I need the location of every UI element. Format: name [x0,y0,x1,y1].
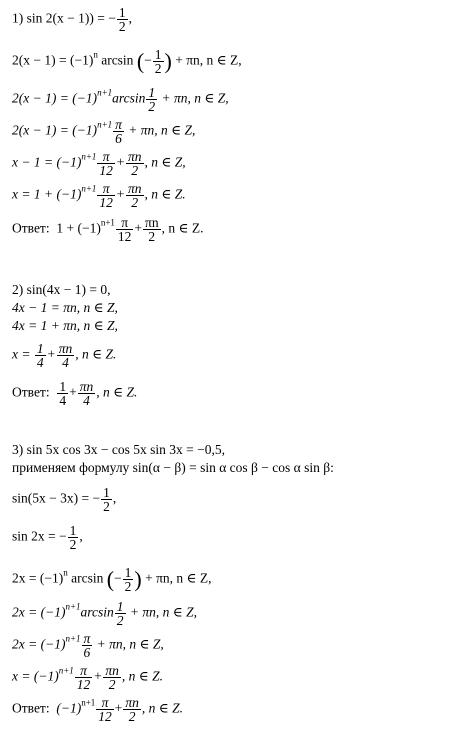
fraction: $\frac{1}{2}$ [103,485,110,514]
fraction: $\frac{\pi n}{4}$ [79,379,94,408]
fraction: $\frac{\pi}{12}$ [99,149,113,178]
fraction: $\frac{1}{2}$ [118,5,126,34]
fraction: $\frac{\pi n}{4}$ [58,341,73,370]
fraction: $\frac{1}{4}$ [36,341,44,370]
s3-line1: 3) sin 5x cos 3x − cos 5x sin 3x = −0,5, [12,442,225,457]
fraction: $\frac{1}{2}$ [124,565,132,594]
s3-line4: sin 2x = − $\frac{1}{2}$ , [12,523,83,552]
fraction: $\frac{1}{2}$ [148,85,156,114]
s2-line1: 2) sin(4x − 1) = 0, [12,282,111,297]
s1-line4: $2(x - 1) = (-1)^{n+1}$ $\frac{\pi}{6}$ + πn, n ∈ Z, [12,117,196,146]
s3-line8: $x = (-1)^{n+1}$ $\frac{\pi}{12}$ + $\frac{\pi n}{2}$ , n ∈ Z. [12,663,164,692]
s3-line5: $2x = (-1)^n$ arcsin (− $\frac{1}{2}$ ) + πn, n ∈ Z, [12,565,212,594]
fraction: $\frac{\pi n}{2}$ [125,695,139,724]
fraction: $\frac{1}{2}$ [154,47,162,76]
s1-line2: $2(x - 1) = (-1)^n$ arcsin (− $\frac{1}{2}$ ) + πn, n ∈ Z, [12,47,242,76]
s3-line6: $2x = (-1)^{n+1}\arcsin$ $\frac{1}{2}$ + πn, n ∈ Z, [12,599,198,628]
fraction: $\frac{\pi n}{2}$ [145,215,159,244]
fraction: $\frac{1}{2}$ [116,599,124,628]
fraction: $\frac{\pi n}{2}$ [128,149,142,178]
s1-line1: 1) sin 2(x − 1)) = − $\frac{1}{2}$ , [12,5,132,34]
s3-line7: $2x = (-1)^{n+1}$ $\frac{\pi}{6}$ + πn, n ∈ Z, [12,631,164,660]
s2-line2: 4x − 1 = πn, n ∈ Z, [12,300,118,315]
fraction: $\frac{\pi}{6}$ [115,117,122,146]
s2-answer: Ответ: $\frac{1}{4}$ + $\frac{\pi n}{4}$ , n ∈ Z. [12,379,138,408]
s1-line5: $x - 1 = (-1)^{n+1}$ $\frac{\pi}{12}$ + $\frac{\pi n}{2}$ , n ∈ Z, [12,149,186,178]
s1-line3: $2(x - 1) = (-1)^{n+1}\arcsin$ $\frac{1}{2}$ + πn, n ∈ Z, [12,85,229,114]
s1-line6: $x = 1 + (-1)^{n+1}$ $\frac{\pi}{12}$ + $\frac{\pi n}{2}$ , n ∈ Z. [12,181,186,210]
s2-line3: 4x = 1 + πn, n ∈ Z, [12,318,118,333]
s1-answer: Ответ: $1 + (-1)^{n+1}$ $\frac{\pi}{12}$ + $\frac{\pi n}{2}$ , n ∈ Z. [12,215,204,244]
s3-line2: применяем формулу sin(α − β) = sin α cos β − cos α sin β: [12,460,334,475]
s2-line4: x = $\frac{1}{4}$ + $\frac{\pi n}{4}$ , n ∈ Z. [12,341,117,370]
fraction: $\frac{1}{4}$ [59,379,67,408]
fraction: $\frac{\pi}{12}$ [99,181,113,210]
s3-line3: sin(5x − 3x) = − $\frac{1}{2}$ , [12,485,117,514]
fraction: $\frac{\pi}{12}$ [98,695,112,724]
fraction: $\frac{\pi}{12}$ [117,215,132,244]
fraction: $\frac{\pi}{12}$ [76,663,91,692]
fraction: $\frac{1}{2}$ [69,523,77,552]
s3-answer: Ответ: $(-1)^{n+1}$ $\frac{\pi}{12}$ + $\frac{\pi n}{2}$ , n ∈ Z. [12,695,184,724]
fraction: $\frac{\pi n}{2}$ [128,181,142,210]
fraction: $\frac{\pi n}{2}$ [105,663,119,692]
fraction: $\frac{\pi}{6}$ [83,631,91,660]
